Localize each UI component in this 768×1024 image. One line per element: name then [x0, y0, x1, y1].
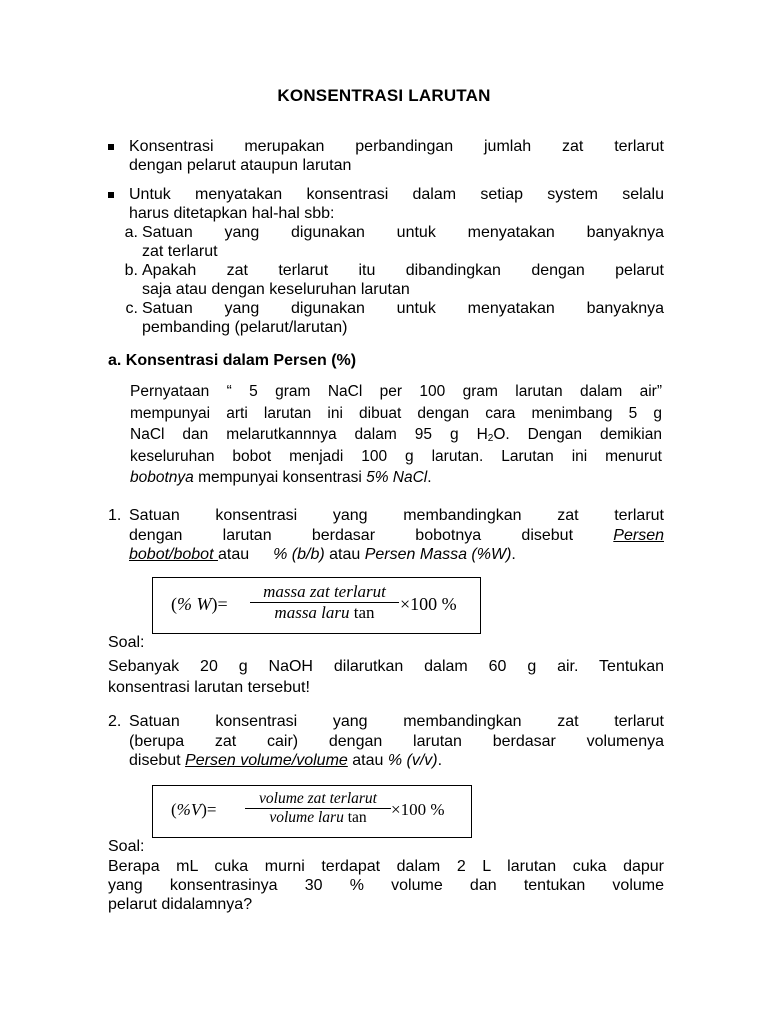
paragraph-text: . — [427, 469, 432, 486]
list-item — [125, 299, 664, 337]
list-item-text: saja atau dengan keseluruhan larutan — [142, 281, 410, 298]
paragraph-line: keseluruhan bobot menjadi 100 g larutan. Larutan ini menurut — [130, 447, 662, 465]
paren: ( — [171, 800, 177, 819]
item-text: dengan larutan berdasar bobotnya disebut — [129, 526, 614, 544]
italic-term: bobotnya — [130, 469, 194, 486]
subscript: 2 — [487, 433, 494, 444]
denominator — [245, 809, 391, 827]
formula-lhs — [171, 800, 216, 820]
formula-mass-percent — [152, 577, 481, 634]
bullet-text-line: Konsentrasi merupakan perbandingan jumlah zat terlarut — [129, 138, 664, 155]
item-text: atau — [347, 752, 388, 769]
list-item-text: Apakah zat terlarut itu dibandingkan dengan pelarut — [142, 262, 664, 279]
paragraph-line — [130, 467, 662, 489]
numbered-item-1 — [108, 506, 664, 565]
formula-volume-percent — [152, 785, 472, 838]
item-number: 1. — [108, 507, 122, 524]
denominator-text: massa laru — [274, 603, 350, 622]
italic-term: 5% NaCl — [366, 469, 428, 486]
paragraph-text: NaCl dan melarutkannnya dalam 95 g H — [130, 426, 488, 443]
item-text-line: Satuan konsentrasi yang membandingkan zat terlarut — [129, 507, 664, 524]
item-text-line — [129, 526, 664, 546]
formula-lhs — [171, 594, 228, 615]
item-text: atau — [217, 546, 250, 563]
list-item-label: c. — [125, 300, 138, 317]
item-text-line: (berupa zat cair) dengan larutan berdasar volumenya — [129, 732, 664, 750]
denominator-text: tan — [343, 809, 367, 826]
question-line: Sebanyak 20 g NaOH dilarutkan dalam 60 g air. Tentukan — [108, 658, 664, 675]
bullet-requirements — [108, 185, 664, 337]
question-line: Berapa mL cuka murni terdapat dalam 2 L larutan cuka dapur — [108, 858, 664, 875]
formula-fraction — [245, 790, 391, 827]
item-text-line — [129, 545, 664, 565]
item-text-line — [129, 751, 664, 771]
formula-fraction — [250, 582, 399, 623]
numerator: volume zat terlarut — [259, 790, 377, 807]
soal-label: Soal: — [108, 634, 145, 651]
item-text: disebut — [129, 752, 186, 769]
denominator-text: tan — [349, 603, 375, 622]
paragraph-text: mempunyai konsentrasi — [193, 469, 367, 486]
square-bullet-icon — [108, 192, 114, 198]
list-item — [124, 223, 664, 261]
equals-sign: = — [206, 800, 217, 819]
soal-label: Soal: — [108, 838, 145, 855]
paren: ) — [211, 594, 218, 614]
item-text: . — [511, 546, 516, 563]
formula-multiplier: ×100 % — [391, 800, 445, 819]
question-line: pelarut didalamnya? — [108, 896, 253, 913]
square-bullet-icon — [108, 144, 114, 150]
paragraph-line: Pernyataan “ 5 gram NaCl per 100 gram larutan dalam air” — [130, 383, 662, 400]
list-item-text: Satuan yang digunakan untuk menyatakan banyaknya — [142, 224, 664, 241]
bullet-text-line: dengan pelarut ataupun larutan — [129, 157, 352, 174]
paragraph-line — [130, 424, 662, 446]
denominator — [250, 603, 399, 623]
numerator: massa zat terlarut — [263, 582, 386, 601]
item-text-line: Satuan konsentrasi yang membandingkan zat terlarut — [129, 713, 664, 730]
section-heading: a. Konsentrasi dalam Persen (%) — [108, 352, 357, 369]
paragraph-line: mempunyai arti larutan ini dibuat dengan cara menimbang 5 g — [130, 404, 662, 422]
soal-question-2 — [108, 857, 664, 914]
bullet-text-line: harus ditetapkan hal-hal sbb: — [129, 205, 335, 222]
paragraph-text: O. Dengan demikian — [493, 426, 662, 443]
paren: ( — [171, 594, 177, 614]
numbered-item-2 — [108, 712, 664, 771]
example-paragraph — [130, 381, 662, 489]
item-text: atau — [324, 546, 365, 563]
list-item — [124, 261, 664, 299]
formula-var: %V — [176, 800, 202, 819]
term-link: Persen volume/volume — [185, 752, 348, 769]
formula-multiplier: ×100 % — [400, 594, 457, 614]
list-item-text: zat terlarut — [142, 243, 218, 260]
italic-term: % (b/b) — [273, 546, 325, 563]
term-link: Persen — [613, 526, 664, 544]
list-item-label: b. — [124, 262, 138, 279]
denominator-text: volume laru — [269, 809, 344, 826]
item-text: . — [437, 752, 443, 769]
bullet-definition — [108, 137, 664, 175]
term-link: bobot/bobot — [129, 546, 218, 563]
page-title: KONSENTRASI LARUTAN — [277, 86, 491, 105]
list-item-text: Satuan yang digunakan untuk menyatakan banyaknya — [142, 300, 664, 317]
question-line: konsentrasi larutan tersebut! — [108, 679, 310, 696]
formula-var: % W — [177, 594, 212, 614]
bullet-text-line: Untuk menyatakan konsentrasi dalam setiap system selalu — [129, 186, 664, 203]
soal-question-1 — [108, 656, 664, 698]
italic-term: % (v/v) — [387, 752, 438, 769]
list-item-label: a. — [124, 224, 138, 241]
item-number: 2. — [108, 713, 122, 730]
list-item-text: pembanding (pelarut/larutan) — [142, 319, 348, 336]
paren: ) — [201, 800, 207, 819]
equals-sign: = — [217, 594, 228, 614]
italic-term: Persen Massa (%W) — [364, 546, 512, 563]
question-line: yang konsentrasinya 30 % volume dan tentukan volume — [108, 877, 664, 894]
